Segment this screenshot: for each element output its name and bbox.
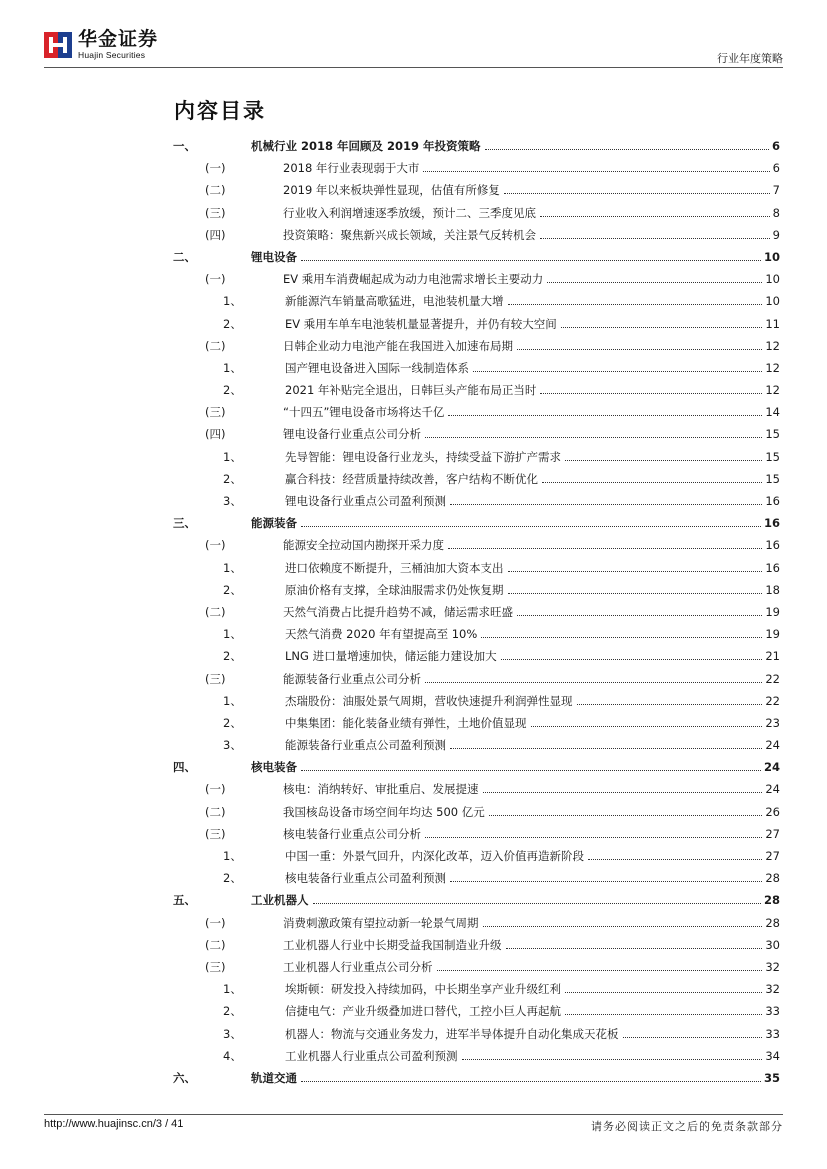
toc-entry-line xyxy=(283,912,780,934)
footer-url[interactable]: http://www.huajinsc.cn/ xyxy=(44,1118,156,1130)
toc-entry-level-2[interactable] xyxy=(173,801,780,823)
toc-entry-title[interactable]: 工业机器人行业重点公司分析 xyxy=(283,956,435,978)
toc-dot-leader xyxy=(425,681,762,683)
toc-entry-number: (四) xyxy=(205,427,226,442)
toc-dot-leader xyxy=(483,925,763,927)
toc-entry-line xyxy=(285,623,780,645)
toc-dot-leader xyxy=(425,436,762,438)
toc-entry-number: 六、 xyxy=(173,1070,196,1085)
toc-entry-level-1[interactable] xyxy=(173,889,780,911)
toc-entry-level-3[interactable] xyxy=(173,712,780,734)
toc-entry-title[interactable]: 核电装备行业重点公司盈利预测 xyxy=(285,867,448,889)
footer-page-number: 3 / 41 xyxy=(155,1118,184,1130)
toc-dot-leader xyxy=(425,836,762,838)
toc-entry-line xyxy=(285,290,780,312)
toc-entry-number: 1、 xyxy=(223,982,242,997)
toc-dot-leader xyxy=(481,636,762,638)
toc-entry-page[interactable]: 22 xyxy=(765,690,780,712)
toc-entry-title[interactable]: 锂电设备行业重点公司盈利预测 xyxy=(285,490,448,512)
toc-entry-number: 1、 xyxy=(223,449,242,464)
toc-entry-level-3[interactable] xyxy=(173,978,780,1000)
toc-entry-number: (三) xyxy=(205,205,226,220)
toc-entry-title[interactable]: 能源装备行业重点公司分析 xyxy=(283,668,423,690)
toc-entry-page[interactable]: 28 xyxy=(764,889,780,911)
toc-entry-level-3[interactable] xyxy=(173,579,780,601)
toc-entry-title[interactable]: 机器人：物流与交通业务发力，进军半导体提升自动化集成天花板 xyxy=(285,1023,621,1045)
toc-dot-leader xyxy=(450,503,762,505)
toc-entry-number: (一) xyxy=(205,782,226,797)
toc-entry-number: 一、 xyxy=(173,139,196,153)
toc-entry-number: 2、 xyxy=(223,316,242,331)
toc-dot-leader xyxy=(540,237,770,239)
toc-entry-level-3[interactable] xyxy=(173,623,780,645)
toc-entry-line xyxy=(285,1045,780,1067)
toc-entry-page[interactable]: 19 xyxy=(765,601,780,623)
logo-english-name: Huajin Securities xyxy=(78,50,146,61)
toc-entry-line xyxy=(251,512,780,534)
toc-dot-leader xyxy=(489,814,763,816)
toc-dot-leader xyxy=(565,991,762,993)
toc-entry-level-1[interactable] xyxy=(173,246,780,268)
toc-entry-title[interactable]: 2019 年以来板块弹性显现，估值有所修复 xyxy=(283,179,502,201)
footer-disclaimer: 请务必阅读正文之后的免责条款部分 xyxy=(591,1120,783,1133)
toc-dot-leader xyxy=(517,348,762,350)
toc-entry-page[interactable]: 33 xyxy=(765,1023,780,1045)
toc-entry-title[interactable]: 中集集团：能化装备业绩有弹性，土地价值显现 xyxy=(285,712,529,734)
toc-entry-page[interactable]: 14 xyxy=(765,401,780,423)
toc-entry-title[interactable]: 先导智能：锂电设备行业龙头，持续受益下游扩产需求 xyxy=(285,446,563,468)
toc-entry-number: (一) xyxy=(205,161,226,176)
toc-entry-title[interactable]: 投资策略：聚焦新兴成长领域，关注景气反转机会 xyxy=(283,224,538,246)
toc-entry-level-3[interactable] xyxy=(173,1000,780,1022)
toc-dot-leader xyxy=(565,1013,762,1015)
toc-entry-number: (三) xyxy=(205,959,226,974)
toc-entry-page[interactable]: 26 xyxy=(765,801,780,823)
toc-entry-level-2[interactable] xyxy=(173,601,780,623)
toc-dot-leader xyxy=(450,880,762,882)
toc-entry-line xyxy=(283,668,780,690)
toc-entry-line xyxy=(285,690,780,712)
toc-entry-level-2[interactable] xyxy=(173,956,780,978)
toc-entry-page[interactable]: 30 xyxy=(765,934,780,956)
toc-entry-page[interactable]: 16 xyxy=(765,557,780,579)
toc-entry-level-3[interactable] xyxy=(173,1045,780,1067)
toc-entry-line xyxy=(251,889,780,911)
toc-entry-level-1[interactable] xyxy=(173,512,780,534)
toc-entry-number: 四、 xyxy=(173,760,196,775)
toc-entry-level-2[interactable] xyxy=(173,934,780,956)
page-title: 内容目录 xyxy=(174,99,266,123)
toc-entry-title[interactable]: LNG 进口量增速加快，储运能力建设加大 xyxy=(285,645,499,667)
toc-entry-title[interactable]: 我国核岛设备市场空间年均达 500 亿元 xyxy=(283,801,487,823)
toc-entry-level-2[interactable] xyxy=(173,823,780,845)
toc-entry-title[interactable]: 能源装备行业重点公司盈利预测 xyxy=(285,734,448,756)
toc-entry-title[interactable]: 核电：消纳转好、审批重启、发展提速 xyxy=(283,778,481,800)
toc-entry-title[interactable]: 工业机器人行业中长期受益我国制造业升级 xyxy=(283,934,504,956)
company-logo xyxy=(44,30,158,60)
toc-entry-line xyxy=(285,1023,780,1045)
toc-entry-page[interactable]: 15 xyxy=(765,446,780,468)
toc-entry-number: 3、 xyxy=(223,494,242,508)
logo-mark-icon xyxy=(44,30,74,60)
toc-entry-line xyxy=(285,357,780,379)
toc-entry-title[interactable]: 赢合科技：经营质量持续改善，客户结构不断优化 xyxy=(285,468,540,490)
toc-entry-title[interactable]: 工业机器人 xyxy=(251,889,311,911)
toc-entry-title[interactable]: 信捷电气：产业升级叠加进口替代，工控小巨人再起航 xyxy=(285,1000,563,1022)
toc-entry-number: 2、 xyxy=(223,383,242,398)
toc-entry-number: (三) xyxy=(205,405,226,420)
toc-dot-leader xyxy=(540,392,762,394)
toc-entry-title[interactable]: 国产锂电设备进入国际一线制造体系 xyxy=(285,357,471,379)
toc-entry-number: (三) xyxy=(205,671,226,686)
toc-entry-title[interactable]: 原油价格有支撑，全球油服需求仍处恢复期 xyxy=(285,579,506,601)
toc-entry-page[interactable]: 16 xyxy=(765,534,780,556)
toc-entry-page[interactable]: 24 xyxy=(765,778,780,800)
toc-entry-title[interactable]: 机械行业 2018 年回顾及 2019 年投资策略 xyxy=(251,135,483,157)
toc-entry-number: (二) xyxy=(205,937,226,952)
toc-entry-number: 2、 xyxy=(223,649,242,664)
toc-entry-line xyxy=(285,645,780,667)
toc-dot-leader xyxy=(473,370,762,372)
toc-entry-line xyxy=(285,490,780,512)
toc-dot-leader xyxy=(423,170,769,172)
toc-dot-leader xyxy=(483,791,763,793)
toc-entry-page[interactable]: 10 xyxy=(765,268,780,290)
page-header xyxy=(0,0,827,70)
toc-entry-page[interactable]: 24 xyxy=(764,756,780,778)
toc-dot-leader xyxy=(448,414,762,416)
toc-entry-level-2[interactable] xyxy=(173,668,780,690)
toc-dot-leader xyxy=(301,1080,761,1082)
toc-entry-number: 2、 xyxy=(223,471,242,486)
toc-entry-level-3[interactable] xyxy=(173,490,780,512)
toc-entry-title[interactable]: 锂电设备 xyxy=(251,246,299,268)
toc-entry-page[interactable]: 7 xyxy=(773,179,780,201)
toc-entry-line xyxy=(285,712,780,734)
footer-url-page xyxy=(44,1118,183,1130)
toc-dot-leader xyxy=(547,281,762,283)
toc-entry-number: (一) xyxy=(205,538,226,553)
toc-entry-level-2[interactable] xyxy=(173,224,780,246)
toc-entry-page[interactable]: 21 xyxy=(765,645,780,667)
toc-entry-line xyxy=(285,446,780,468)
toc-entry-line xyxy=(283,335,780,357)
toc-entry-title[interactable]: 中国一重：外景气回升，内深化改革，迈入价值再造新阶段 xyxy=(285,845,586,867)
toc-entry-page[interactable]: 28 xyxy=(765,867,780,889)
toc-entry-line xyxy=(285,468,780,490)
toc-entry-level-3[interactable] xyxy=(173,290,780,312)
toc-dot-leader xyxy=(508,592,763,594)
toc-entry-page[interactable]: 6 xyxy=(772,135,780,157)
toc-entry-line xyxy=(285,379,780,401)
toc-entry-title[interactable]: 进口依赖度不断提升，三桶油加大资本支出 xyxy=(285,557,506,579)
toc-entry-page[interactable]: 10 xyxy=(764,246,780,268)
toc-dot-leader xyxy=(623,1036,763,1038)
toc-entry-level-3[interactable] xyxy=(173,379,780,401)
toc-dot-leader xyxy=(508,570,763,572)
toc-entry-level-2[interactable] xyxy=(173,534,780,556)
report-category: 行业年度策略 xyxy=(717,52,783,65)
toc-entry-page[interactable]: 22 xyxy=(765,668,780,690)
table-of-contents xyxy=(173,135,780,1089)
toc-entry-page[interactable]: 18 xyxy=(765,579,780,601)
toc-entry-level-3[interactable] xyxy=(173,1023,780,1045)
toc-entry-line xyxy=(283,934,780,956)
toc-entry-number: (一) xyxy=(205,272,226,287)
toc-entry-number: (一) xyxy=(205,915,226,930)
toc-entry-level-2[interactable] xyxy=(173,179,780,201)
toc-entry-number: 1、 xyxy=(223,627,242,642)
toc-entry-number: 三、 xyxy=(173,516,196,531)
toc-entry-number: 1、 xyxy=(223,560,242,575)
toc-entry-page[interactable]: 32 xyxy=(765,956,780,978)
toc-entry-number: 1、 xyxy=(223,849,242,863)
toc-dot-leader xyxy=(506,947,763,949)
toc-dot-leader xyxy=(508,303,763,305)
toc-entry-line xyxy=(283,823,780,845)
toc-entry-number: (三) xyxy=(205,826,226,841)
toc-entry-title[interactable]: 消费刺激政策有望拉动新一轮景气周期 xyxy=(283,912,481,934)
toc-entry-number: 二、 xyxy=(173,249,196,264)
toc-entry-level-2[interactable] xyxy=(173,335,780,357)
toc-entry-line xyxy=(251,756,780,778)
toc-entry-level-3[interactable] xyxy=(173,845,780,867)
toc-entry-number: (二) xyxy=(205,183,226,198)
toc-entry-number: 五、 xyxy=(173,893,196,908)
toc-entry-title[interactable]: 天然气消费占比提升趋势不减，储运需求旺盛 xyxy=(283,601,515,623)
toc-entry-line xyxy=(285,734,780,756)
toc-entry-page[interactable]: 9 xyxy=(773,224,780,246)
toc-entry-level-2[interactable] xyxy=(173,401,780,423)
toc-entry-line xyxy=(251,246,780,268)
toc-dot-leader xyxy=(301,525,761,527)
toc-entry-line xyxy=(283,601,780,623)
toc-entry-level-2[interactable] xyxy=(173,912,780,934)
toc-entry-page[interactable]: 10 xyxy=(765,290,780,312)
toc-entry-level-3[interactable] xyxy=(173,867,780,889)
toc-entry-title[interactable]: 能源装备 xyxy=(251,512,299,534)
toc-dot-leader xyxy=(542,481,762,483)
toc-entry-line xyxy=(283,202,780,224)
toc-entry-page[interactable]: 34 xyxy=(765,1045,780,1067)
toc-entry-page[interactable]: 32 xyxy=(765,978,780,1000)
toc-entry-line xyxy=(283,956,780,978)
toc-entry-title[interactable]: 核电装备行业重点公司分析 xyxy=(283,823,423,845)
toc-entry-title[interactable]: 2018 年行业表现弱于大市 xyxy=(283,157,421,179)
toc-entry-line xyxy=(283,157,780,179)
toc-entry-number: 3、 xyxy=(223,1026,242,1041)
toc-dot-leader xyxy=(313,902,761,904)
toc-entry-level-3[interactable] xyxy=(173,645,780,667)
toc-entry-line xyxy=(283,401,780,423)
toc-entry-level-2[interactable] xyxy=(173,268,780,290)
toc-entry-number: 1、 xyxy=(223,693,242,708)
toc-entry-title[interactable]: “十四五”锂电设备市场将达千亿 xyxy=(283,401,446,423)
toc-entry-title[interactable]: 新能源汽车销量高歌猛进，电池装机量大增 xyxy=(285,290,506,312)
toc-entry-line xyxy=(285,313,780,335)
toc-entry-page[interactable]: 12 xyxy=(765,357,780,379)
toc-dot-leader xyxy=(540,215,770,217)
toc-entry-number: 2、 xyxy=(223,1004,242,1019)
toc-entry-title[interactable]: 杰瑞股份：油服处景气周期，营收快速提升利润弹性显现 xyxy=(285,690,575,712)
toc-entry-page[interactable]: 19 xyxy=(765,623,780,645)
toc-entry-title[interactable]: EV 乘用车单车电池装机量显著提升，并仍有较大空间 xyxy=(285,313,559,335)
toc-entry-page[interactable]: 35 xyxy=(764,1067,780,1089)
toc-entry-line xyxy=(283,179,780,201)
toc-entry-page[interactable]: 16 xyxy=(765,490,780,512)
toc-entry-page[interactable]: 15 xyxy=(765,468,780,490)
toc-dot-leader xyxy=(485,148,769,150)
toc-dot-leader xyxy=(565,459,762,461)
toc-entry-level-1[interactable] xyxy=(173,756,780,778)
toc-entry-number: (二) xyxy=(205,804,226,819)
toc-entry-line xyxy=(251,1067,780,1089)
toc-entry-title[interactable]: 日韩企业动力电池产能在我国进入加速布局期 xyxy=(283,335,515,357)
toc-entry-line xyxy=(285,1000,780,1022)
toc-entry-page[interactable]: 27 xyxy=(765,823,780,845)
toc-entry-line xyxy=(285,557,780,579)
toc-entry-number: (二) xyxy=(205,604,226,619)
toc-entry-level-2[interactable] xyxy=(173,778,780,800)
toc-entry-level-2[interactable] xyxy=(173,423,780,445)
toc-entry-page[interactable]: 12 xyxy=(765,379,780,401)
toc-entry-line xyxy=(285,978,780,1000)
toc-entry-level-3[interactable] xyxy=(173,357,780,379)
toc-dot-leader xyxy=(577,703,763,705)
toc-entry-page[interactable]: 11 xyxy=(765,313,780,335)
toc-entry-level-3[interactable] xyxy=(173,468,780,490)
toc-dot-leader xyxy=(561,326,763,328)
toc-entry-line xyxy=(283,778,780,800)
toc-entry-page[interactable]: 23 xyxy=(765,712,780,734)
toc-entry-title[interactable]: 2021 年补贴完全退出，日韩巨头产能布局正当时 xyxy=(285,379,538,401)
toc-dot-leader xyxy=(301,259,761,261)
toc-entry-number: (二) xyxy=(205,338,226,353)
toc-dot-leader xyxy=(448,547,762,549)
footer-divider xyxy=(44,1114,783,1115)
toc-entry-page[interactable]: 15 xyxy=(765,423,780,445)
toc-entry-title[interactable]: 工业机器人行业重点公司盈利预测 xyxy=(285,1045,460,1067)
toc-entry-number: 2、 xyxy=(223,871,242,886)
toc-entry-number: 1、 xyxy=(223,360,242,375)
toc-entry-level-3[interactable] xyxy=(173,557,780,579)
toc-entry-line xyxy=(251,135,780,157)
toc-dot-leader xyxy=(531,725,763,727)
toc-entry-level-3[interactable] xyxy=(173,734,780,756)
toc-entry-line xyxy=(283,224,780,246)
toc-dot-leader xyxy=(517,614,762,616)
toc-dot-leader xyxy=(462,1058,763,1060)
toc-dot-leader xyxy=(437,969,763,971)
toc-entry-number: (四) xyxy=(205,227,226,242)
toc-dot-leader xyxy=(588,858,762,860)
toc-dot-leader xyxy=(501,658,763,660)
toc-entry-level-1[interactable] xyxy=(173,1067,780,1089)
toc-entry-title[interactable]: 核电装备 xyxy=(251,756,299,778)
toc-entry-title[interactable]: EV 乘用车消费崛起成为动力电池需求增长主要动力 xyxy=(283,268,545,290)
toc-entry-level-3[interactable] xyxy=(173,690,780,712)
toc-entry-page[interactable]: 33 xyxy=(765,1000,780,1022)
logo-chinese-name: 华金证券 xyxy=(78,28,159,51)
toc-entry-title[interactable]: 埃斯顿：研发投入持续加码，中长期坐享产业升级红利 xyxy=(285,978,563,1000)
toc-entry-page[interactable]: 27 xyxy=(765,845,780,867)
toc-entry-number: 2、 xyxy=(223,715,242,730)
toc-entry-title[interactable]: 能源安全拉动国内勘探开采力度 xyxy=(283,534,446,556)
toc-entry-page[interactable]: 8 xyxy=(773,202,780,224)
toc-entry-level-3[interactable] xyxy=(173,313,780,335)
toc-entry-title[interactable]: 轨道交通 xyxy=(251,1067,299,1089)
toc-entry-level-3[interactable] xyxy=(173,446,780,468)
toc-entry-page[interactable]: 28 xyxy=(765,912,780,934)
toc-entry-title[interactable]: 行业收入利润增速逐季放缓，预计二、三季度见底 xyxy=(283,202,538,224)
toc-entry-page[interactable]: 12 xyxy=(765,335,780,357)
toc-entry-line xyxy=(283,801,780,823)
toc-entry-number: 4、 xyxy=(223,1048,242,1063)
toc-entry-level-2[interactable] xyxy=(173,157,780,179)
toc-entry-line xyxy=(285,845,780,867)
toc-dot-leader xyxy=(450,747,762,749)
toc-entry-title[interactable]: 锂电设备行业重点公司分析 xyxy=(283,423,423,445)
toc-entry-level-2[interactable] xyxy=(173,202,780,224)
toc-entry-line xyxy=(283,268,780,290)
toc-entry-line xyxy=(285,867,780,889)
toc-entry-line xyxy=(285,579,780,601)
toc-entry-number: 3、 xyxy=(223,738,242,753)
header-divider xyxy=(44,67,783,68)
toc-entry-line xyxy=(283,423,780,445)
toc-entry-page[interactable]: 24 xyxy=(765,734,780,756)
toc-dot-leader xyxy=(301,769,761,771)
toc-dot-leader xyxy=(504,192,770,194)
toc-entry-title[interactable]: 天然气消费 2020 年有望提高至 10% xyxy=(285,623,479,645)
toc-entry-line xyxy=(283,534,780,556)
toc-entry-number: 1、 xyxy=(223,294,242,309)
toc-entry-level-1[interactable] xyxy=(173,135,780,157)
toc-entry-page[interactable]: 6 xyxy=(773,157,780,179)
toc-entry-number: 2、 xyxy=(223,582,242,597)
toc-entry-page[interactable]: 16 xyxy=(764,512,780,534)
